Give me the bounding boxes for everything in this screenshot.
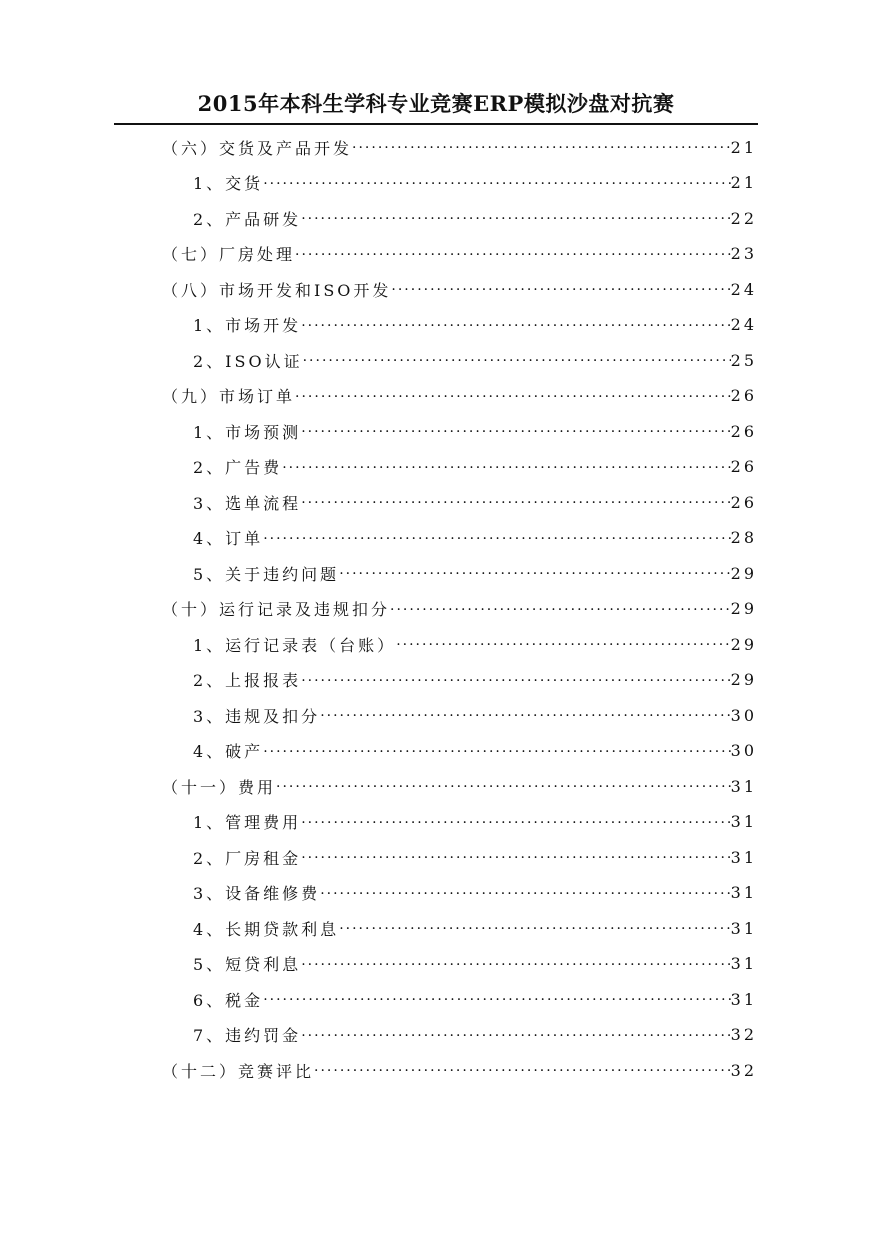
toc-page-number: 23 bbox=[730, 244, 757, 263]
toc-dot-leader bbox=[352, 138, 731, 156]
toc-dot-leader bbox=[301, 1026, 730, 1044]
toc-page-number: 21 bbox=[730, 137, 757, 157]
toc-dot-leader bbox=[301, 316, 730, 334]
toc-entry-title: 1、交货 bbox=[193, 174, 264, 193]
toc-entry-title: 1、市场开发 bbox=[193, 316, 302, 335]
toc-entry-title: 1、市场预测 bbox=[193, 422, 302, 442]
toc-entry[interactable] bbox=[193, 913, 757, 943]
toc-page-number: 26 bbox=[730, 457, 757, 476]
page-title: 2015年本科生学科专业竞赛ERP模拟沙盘对抗赛 bbox=[197, 91, 675, 116]
toc-entry-title: 3、设备维修费 bbox=[193, 884, 321, 903]
toc-page-number: 22 bbox=[730, 208, 757, 228]
toc-dot-leader bbox=[282, 458, 730, 476]
toc-entry[interactable] bbox=[162, 132, 757, 162]
toc-entry-title: （十二）竞赛评比 bbox=[162, 1061, 315, 1081]
toc-dot-leader bbox=[263, 174, 730, 192]
toc-entry-title: 2、产品研发 bbox=[193, 209, 302, 229]
toc-dot-leader bbox=[263, 990, 730, 1008]
toc-page-number: 30 bbox=[730, 705, 757, 725]
toc-entry-title: （十一）费用 bbox=[162, 777, 277, 797]
toc-entry-title: 1、管理费用 bbox=[193, 813, 302, 832]
toc-entry-title: 4、长期贷款利息 bbox=[193, 919, 340, 939]
header-rule bbox=[114, 123, 758, 125]
toc-entry[interactable] bbox=[162, 771, 757, 801]
toc-entry[interactable] bbox=[193, 416, 757, 446]
toc-page-number: 24 bbox=[730, 279, 757, 299]
toc-dot-leader bbox=[301, 848, 730, 866]
toc-page-number: 26 bbox=[730, 492, 757, 512]
toc-dot-leader bbox=[320, 706, 730, 724]
toc-entry-title: （八）市场开发和ISO开发 bbox=[162, 280, 392, 300]
toc-entry-title: （六）交货及产品开发 bbox=[162, 138, 353, 158]
toc-dot-leader bbox=[263, 529, 730, 547]
toc-entry[interactable] bbox=[193, 629, 757, 659]
toc-dot-leader bbox=[301, 955, 730, 973]
toc-entry[interactable] bbox=[193, 665, 757, 695]
toc-dot-leader bbox=[303, 351, 731, 369]
toc-entry[interactable] bbox=[193, 984, 757, 1014]
toc-entry[interactable] bbox=[162, 1055, 757, 1085]
toc-page-number: 31 bbox=[730, 883, 757, 902]
toc-page-number: 32 bbox=[730, 1060, 757, 1080]
toc-dot-leader bbox=[314, 1061, 731, 1079]
toc-dot-leader bbox=[295, 245, 731, 263]
toc-dot-leader bbox=[295, 387, 731, 405]
toc-dot-leader bbox=[339, 564, 730, 582]
toc-entry[interactable] bbox=[162, 274, 757, 304]
toc-entry-title: 3、违规及扣分 bbox=[193, 706, 321, 726]
toc-entry[interactable] bbox=[193, 487, 757, 517]
page-header bbox=[114, 88, 758, 120]
toc-entry-title: 5、关于违约问题 bbox=[193, 564, 340, 584]
toc-page-number: 31 bbox=[730, 847, 757, 867]
toc-entry[interactable] bbox=[193, 452, 757, 482]
toc-entry-title: （十）运行记录及违规扣分 bbox=[162, 600, 391, 619]
toc-page-number: 31 bbox=[730, 918, 757, 938]
toc-dot-leader bbox=[276, 777, 731, 795]
toc-entry[interactable] bbox=[193, 878, 757, 908]
toc-entry-title: （七）厂房处理 bbox=[162, 245, 296, 264]
toc-entry-title: 4、订单 bbox=[193, 529, 264, 548]
toc-dot-leader bbox=[339, 919, 730, 937]
toc-entry[interactable] bbox=[193, 203, 757, 233]
toc-entry[interactable] bbox=[193, 168, 757, 198]
toc-page-number: 31 bbox=[730, 812, 757, 831]
toc-entry[interactable] bbox=[193, 842, 757, 872]
toc-page-number: 26 bbox=[730, 386, 757, 405]
toc-dot-leader bbox=[391, 280, 730, 298]
toc-entry[interactable] bbox=[193, 736, 757, 766]
toc-entry-title: 2、ISO认证 bbox=[193, 351, 303, 371]
toc-entry-title: 3、选单流程 bbox=[193, 493, 302, 513]
toc-entry[interactable] bbox=[162, 381, 757, 411]
toc-page-number: 26 bbox=[730, 421, 757, 441]
toc-dot-leader bbox=[396, 635, 730, 653]
toc-entry-title: 1、运行记录表（台账） bbox=[193, 635, 397, 655]
toc-entry[interactable] bbox=[193, 345, 757, 375]
toc-page-number: 31 bbox=[730, 954, 757, 973]
toc-page-number: 31 bbox=[730, 776, 757, 796]
toc-dot-leader bbox=[301, 422, 730, 440]
toc-page-number: 25 bbox=[730, 350, 757, 370]
toc-entry-title: 2、厂房租金 bbox=[193, 848, 302, 868]
toc-page-number: 32 bbox=[730, 1025, 757, 1044]
toc-page-number: 29 bbox=[730, 599, 757, 618]
toc-dot-leader bbox=[320, 884, 730, 902]
toc-dot-leader bbox=[301, 813, 730, 831]
toc-entry-title: 2、广告费 bbox=[193, 458, 283, 477]
toc-page-number: 31 bbox=[730, 989, 757, 1009]
toc-entry[interactable] bbox=[193, 523, 757, 553]
toc-entry[interactable] bbox=[193, 1020, 757, 1050]
toc-entry[interactable] bbox=[193, 558, 757, 588]
toc-page-number: 21 bbox=[730, 173, 757, 192]
toc-entry[interactable] bbox=[193, 700, 757, 730]
toc-entry[interactable] bbox=[193, 310, 757, 340]
toc-dot-leader bbox=[301, 209, 730, 227]
toc-dot-leader bbox=[390, 600, 731, 618]
toc-entry[interactable] bbox=[162, 239, 757, 269]
toc-entry-title: 4、破产 bbox=[193, 742, 264, 761]
toc-page-number: 30 bbox=[730, 741, 757, 760]
toc-dot-leader bbox=[263, 742, 730, 760]
toc-page-number: 29 bbox=[730, 634, 757, 654]
toc-dot-leader bbox=[301, 671, 730, 689]
toc-page-number: 29 bbox=[730, 563, 757, 583]
toc-entry-title: 2、上报报表 bbox=[193, 671, 302, 690]
toc-entry-title: 6、税金 bbox=[193, 990, 264, 1010]
toc-page-number: 28 bbox=[730, 528, 757, 547]
toc-entry-title: 7、违约罚金 bbox=[193, 1026, 302, 1045]
toc-entry-title: 5、短贷利息 bbox=[193, 955, 302, 974]
toc-entry-title: （九）市场订单 bbox=[162, 387, 296, 406]
toc-dot-leader bbox=[301, 493, 730, 511]
toc-entry[interactable] bbox=[193, 807, 757, 837]
toc-page-number: 24 bbox=[730, 315, 757, 334]
toc-page-number: 29 bbox=[730, 670, 757, 689]
toc-entry[interactable] bbox=[162, 594, 757, 624]
toc-entry[interactable] bbox=[193, 949, 757, 979]
